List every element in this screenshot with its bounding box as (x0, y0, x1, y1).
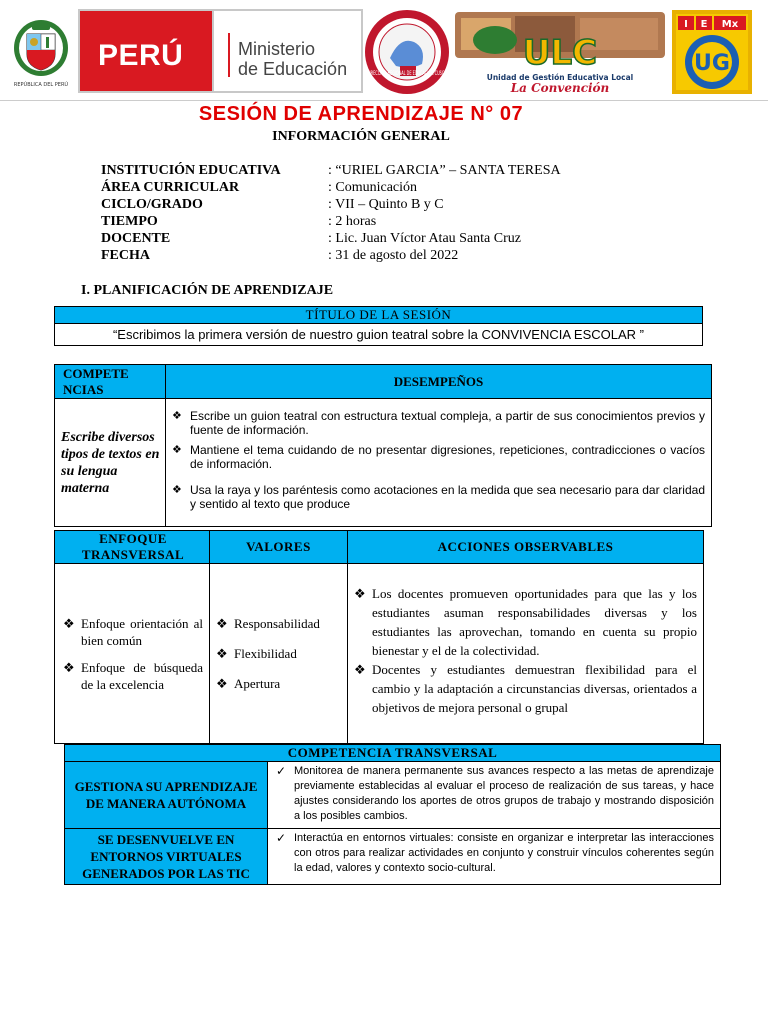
actions-col-header: ACCIONES OBSERVABLES (348, 531, 704, 564)
transversal-approach-table (54, 530, 704, 744)
minedu-logo-ministry: Ministerio de Educación (238, 39, 348, 79)
ugel-logo-initials: ULC (522, 33, 598, 73)
info-label: FECHA (101, 248, 150, 263)
competency-cell: Escribe diversos tipos de textos en su lengua materna (55, 399, 166, 527)
info-label: INSTITUCIÓN EDUCATIVA (101, 163, 281, 178)
session-title-table (54, 306, 703, 346)
info-value: : 2 horas (328, 214, 377, 229)
competencies-col-header: COMPETE NCIAS (55, 365, 166, 399)
info-value: : Lic. Juan Víctor Atau Santa Cruz (328, 231, 521, 246)
approaches-cell (55, 564, 210, 744)
diamond-bullet-icon: ❖ (216, 675, 228, 691)
diamond-bullet-icon: ❖ (172, 483, 182, 496)
diamond-bullet-icon: ❖ (172, 443, 182, 456)
action-item: ❖ Los docentes promueven oportunidades para que las y los estudiantes asuman responsabilidades diversas y los estudiantes las aprovechan, tomando en cuenta su propio bienestar y el de la colectividad. (354, 586, 697, 658)
performances-cell (166, 399, 712, 527)
info-label: DOCENTE (101, 231, 171, 246)
performance-item: ❖ Escribe un guion teatral con estructura textual compleja, a partir de sus conocimientos previos y fuente de información. (172, 408, 705, 437)
info-label: CICLO/GRADO (101, 197, 203, 212)
action-item: ❖ Docentes y estudiantes demuestran flexibilidad para el cambio y la adaptación a circunstancias diversas, orientados a objetivos de mejora personal o grupal (354, 662, 697, 715)
session-table-header: TÍTULO DE LA SESIÓN (55, 307, 703, 324)
transversal-competency-description: ✓ Monitorea de manera permanente sus avances respecto a las metas de aprendizaje previamente establecidas al evaluar el proceso de realización de sus tareas, y hace ajustes considerando los aportes de otros grupos de trabajo y mostrando disposición a los posibles cambios. (268, 762, 721, 829)
minedu-logo (78, 9, 363, 93)
approach-item: ❖ Enfoque de búsqueda de la excelencia (63, 659, 203, 692)
performance-item: ❖ Mantiene el tema cuidando de no presentar digresiones, repeticiones, contradicciones o vacíos de información. (172, 442, 705, 471)
competencies-table (54, 364, 712, 527)
transversal-competency-name: SE DESENVUELVE EN ENTORNOS VIRTUALES GENERADOS POR LAS TIC (65, 829, 268, 885)
values-col-header: VALORES (210, 531, 348, 564)
performances-col-header: DESEMPEÑOS (166, 365, 712, 399)
svg-text:REPÚBLICA DEL PERÚ: REPÚBLICA DEL PERÚ (13, 82, 69, 88)
page-header (0, 0, 768, 100)
school-iemx-logo (672, 10, 752, 94)
diamond-bullet-icon: ❖ (216, 645, 228, 661)
value-item: ❖ Responsabilidad (216, 615, 320, 631)
diamond-bullet-icon: ❖ (354, 586, 366, 601)
transversal-competency-header: COMPETENCIA TRANSVERSAL (65, 745, 721, 762)
session-table-title: “Escribimos la primera versión de nuestro guion teatral sobre la CONVIVENCIA ESCOLAR ” (55, 324, 703, 346)
minedu-logo-brand: PERÚ (98, 39, 184, 72)
session-title: SESIÓN DE APRENDIZAJE N° 07 (198, 103, 524, 125)
info-value: : VII – Quinto B y C (328, 197, 444, 212)
info-value: : Comunicación (328, 180, 418, 195)
transversal-competency-description: ✓ Interactúa en entornos virtuales: consiste en organizar e interpretar las interacciones con otros para realizar actividades en conjunto y construir vínculos coherentes según la edad, valores y contexto socio-cultural. (268, 829, 721, 885)
general-info-title: INFORMACIÓN GENERAL (272, 129, 450, 144)
svg-text:Mx: Mx (721, 19, 739, 30)
transversal-competency-name: GESTIONA SU APRENDIZAJE DE MANERA AUTÓNOMA (65, 762, 268, 829)
ugel-logo-caption: Unidad de Gestión Educativa Local (486, 73, 634, 82)
diamond-bullet-icon: ❖ (216, 615, 228, 631)
ugel-logo-name: La Convención (510, 81, 610, 95)
values-cell (210, 564, 348, 744)
svg-text:UG: UG (694, 51, 730, 76)
info-value: : “URIEL GARCIA” – SANTA TERESA (328, 163, 561, 178)
info-value: : 31 de agosto del 2022 (328, 248, 459, 263)
header-divider (0, 100, 768, 101)
diamond-bullet-icon: ❖ (354, 662, 366, 677)
approach-item: ❖ Enfoque orientación al bien común (63, 615, 203, 648)
performance-item: ❖ Usa la raya y los paréntesis como acotaciones en la medida que sea necesario para dar claridad y sentido al texto que produce (172, 482, 705, 511)
dre-cusco-seal-logo (362, 8, 452, 96)
value-item: ❖ Flexibilidad (216, 645, 297, 661)
checkmark-icon: ✓ (276, 764, 287, 778)
info-label: ÁREA CURRICULAR (101, 180, 240, 195)
transversal-competency-table (64, 744, 721, 885)
svg-text:E: E (700, 19, 708, 30)
diamond-bullet-icon: ❖ (63, 615, 75, 631)
diamond-bullet-icon: ❖ (172, 409, 182, 422)
info-label: TIEMPO (101, 214, 158, 229)
peru-coat-of-arms-logo (10, 10, 72, 90)
svg-text:I: I (684, 19, 688, 30)
dre-seal-caption: DIRECCIÓN REGIONAL DE EDUCACIÓN CUSCO (367, 70, 448, 77)
value-item: ❖ Apertura (216, 675, 281, 691)
ugel-la-convencion-logo (455, 12, 665, 96)
approach-col-header: ENFOQUE TRANSVERSAL (55, 531, 210, 564)
diamond-bullet-icon: ❖ (63, 659, 75, 675)
section-heading-planning: I. PLANIFICACIÓN DE APRENDIZAJE (81, 283, 334, 298)
checkmark-icon: ✓ (276, 831, 287, 845)
actions-cell (348, 564, 704, 744)
